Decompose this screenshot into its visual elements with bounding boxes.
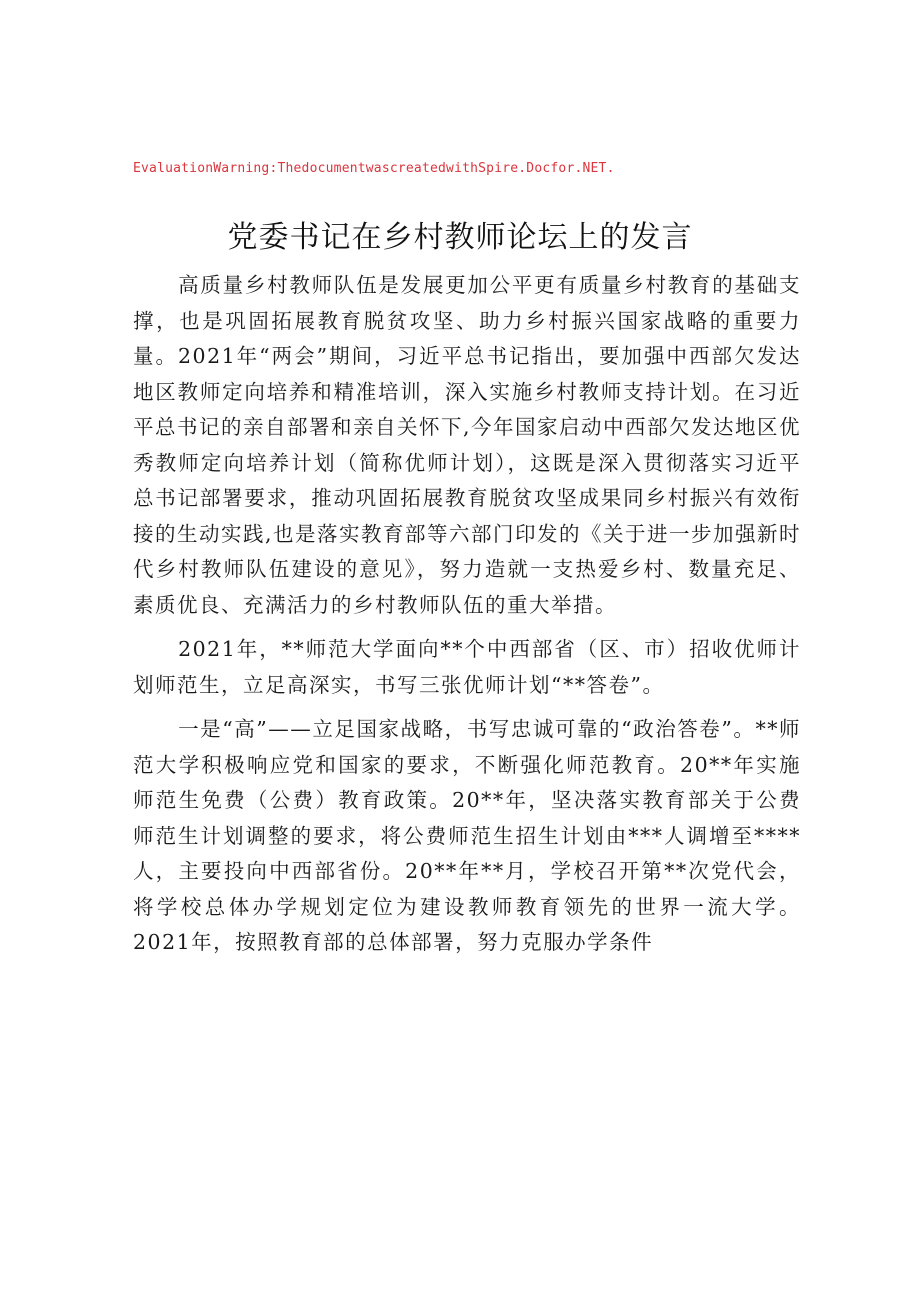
paragraph: 2021年，**师范大学面向**个中西部省（区、市）招收优师计划师范生，立足高深实，书写三张优师计划“**答卷”。 xyxy=(133,637,801,697)
evaluation-watermark: EvaluationWarning:ThedocumentwascreatedwithSpire.Docfor.NET. xyxy=(133,161,615,176)
document-body xyxy=(133,268,801,970)
paragraph: 一是“高”——立足国家战略，书写忠诚可靠的“政治答卷”。**师范大学积极响应党和国家的要求，不断强化师范教育。20**年实施师范生免费（公费）教育政策。20**年，坚决落实教育部关于公费师范生计划调整的要求，将公费师范生招生计划由***人调增至****人，主要投向中西部省份。20**年**月，学校召开第**次党代会，将学校总体办学规划定位为建设教师教育领先的世界一流大学。2021年，按照教育部的总体部署，努力克服办学条件 xyxy=(133,717,801,954)
document-title: 党委书记在乡村教师论坛上的发言 xyxy=(227,220,693,255)
paragraph: 高质量乡村教师队伍是发展更加公平更有质量乡村教育的基础支撑，也是巩固拓展教育脱贫攻坚、助力乡村振兴国家战略的重要力量。2021年“两会”期间，习近平总书记指出，要加强中西部欠发达地区教师定向培养和精准培训，深入实施乡村教师支持计划。在习近平总书记的亲自部署和亲自关怀下,今年国家启动中西部欠发达地区优秀教师定向培养计划（简称优师计划），这既是深入贯彻落实习近平总书记部署要求，推动巩固拓展教育脱贫攻坚成果同乡村振兴有效衔接的生动实践,也是落实教育部等六部门印发的《关于进一步加强新时代乡村教师队伍建设的意见》，努力造就一支热爱乡村、数量充足、素质优良、充满活力的乡村教师队伍的重大举措。 xyxy=(133,273,802,617)
